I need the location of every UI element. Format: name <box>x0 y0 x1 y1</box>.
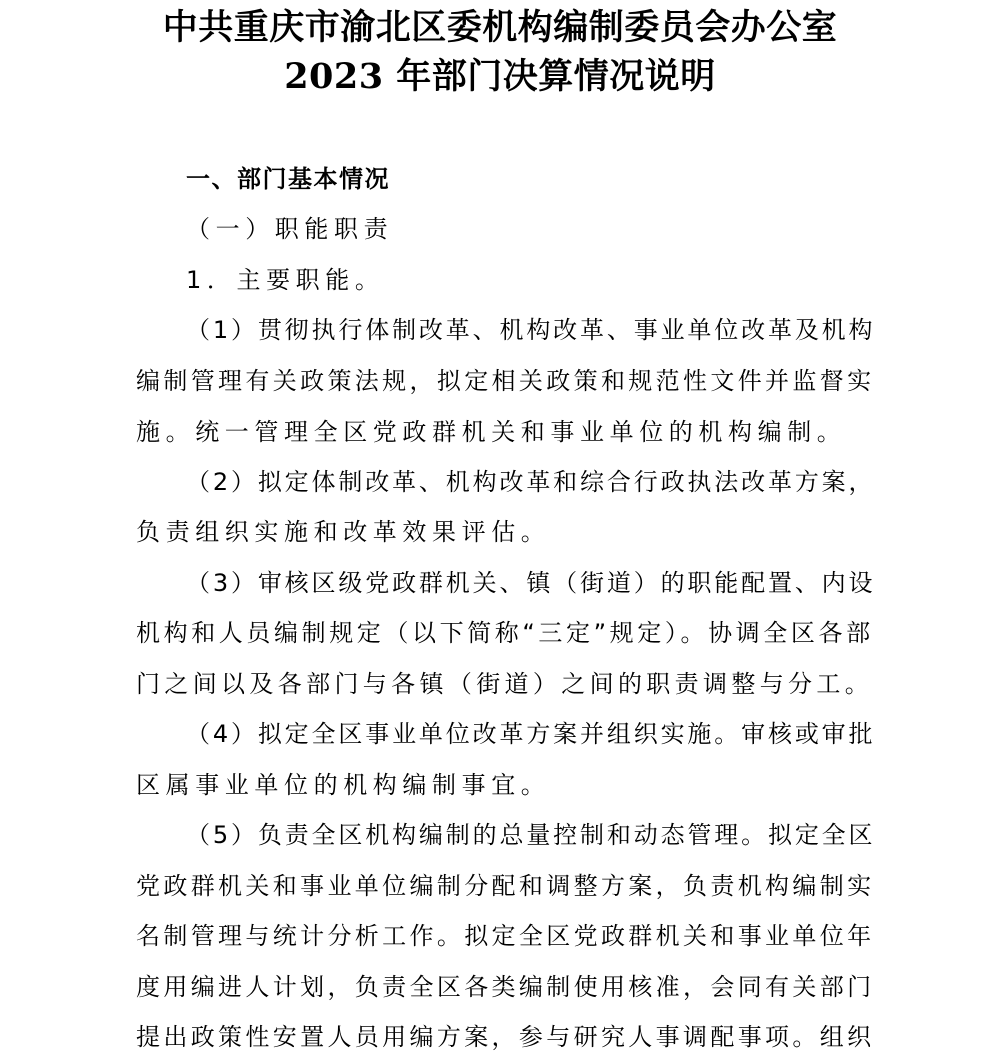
paragraph-3-line-3: 门之间以及各部门与各镇（街道）之间的职责调整与分工。 <box>136 670 874 698</box>
paragraph-1-line-2: 编制管理有关政策法规，拟定相关政策和规范性文件并监督实 <box>136 367 875 395</box>
section-heading: 一、部门基本情况 <box>186 165 390 193</box>
paragraph-5-line-4: 度用编进人计划，负责全区各类编制使用核准，会同有关部门 <box>136 973 875 1001</box>
paragraph-5-line-2: 党政群机关和事业单位编制分配和调整方案，负责机构编制实 <box>136 872 875 900</box>
paragraph-3-line-1: （3）审核区级党政群机关、镇（街道）的职能配置、内设 <box>186 569 876 597</box>
item-heading: 1．主要职能。 <box>186 266 385 294</box>
paragraph-4-line-1: （4）拟定全区事业单位改革方案并组织实施。审核或审批 <box>186 720 876 748</box>
document-title-line-2: 2023 年部门决算情况说明 <box>284 56 716 97</box>
paragraph-2-line-2: 负责组织实施和改革效果评估。 <box>136 518 551 546</box>
subsection-heading: （一）职能职责 <box>186 215 394 243</box>
paragraph-3-line-2: 机构和人员编制规定（以下简称“三定”规定）。协调全区各部 <box>136 619 874 647</box>
paragraph-5-line-1: （5）负责全区机构编制的总量控制和动态管理。拟定全区 <box>186 821 876 849</box>
paragraph-1-line-3: 施。统一管理全区党政群机关和事业单位的机构编制。 <box>136 418 847 446</box>
paragraph-4-line-2: 区属事业单位的机构编制事宜。 <box>136 771 551 799</box>
paragraph-5-line-5: 提出政策性安置人员用编方案，参与研究人事调配事项。组织 <box>136 1023 875 1051</box>
document-title-line-1: 中共重庆市渝北区委机构编制委员会办公室 <box>162 7 838 48</box>
paragraph-2-line-1: （2）拟定体制改革、机构改革和综合行政执法改革方案， <box>186 468 876 496</box>
paragraph-1-line-1: （1）贯彻执行体制改革、机构改革、事业单位改革及机构 <box>186 316 876 344</box>
paragraph-5-line-3: 名制管理与统计分析工作。拟定全区党政群机关和事业单位年 <box>136 922 875 950</box>
